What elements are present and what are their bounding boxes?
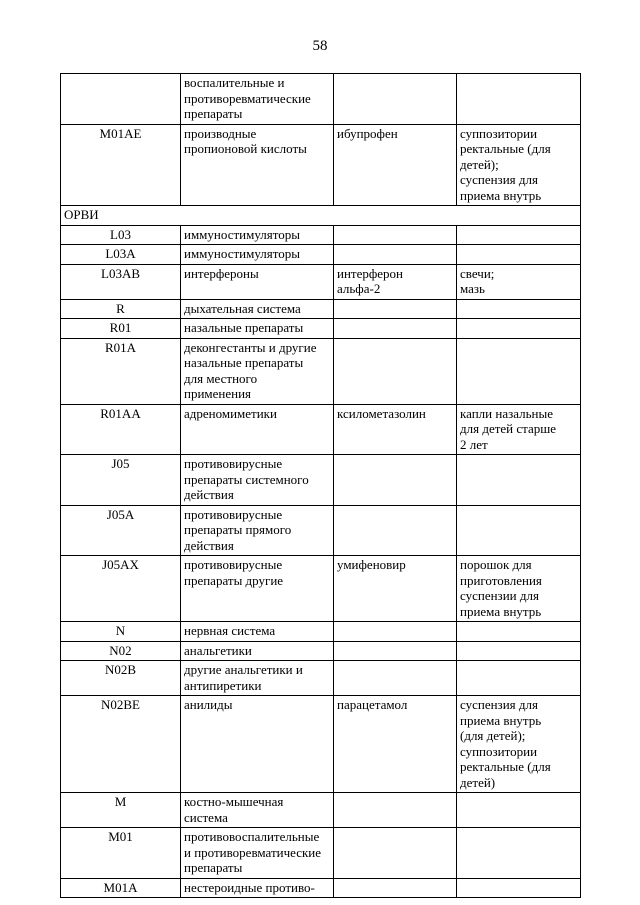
cell-line: суспензия для <box>460 172 538 187</box>
pharm-group-cell <box>181 641 334 661</box>
atc-code-cell: R01A <box>61 338 181 404</box>
pharm-group-cell <box>181 556 334 622</box>
cell-line: приема внутрь <box>460 603 542 619</box>
cell-line: адреномиметики <box>184 405 277 421</box>
atc-code-cell: M <box>61 793 181 828</box>
pharm-group-cell <box>181 124 334 206</box>
cell-line: назальные препараты <box>184 355 304 370</box>
cell-line: ксилометазолин <box>337 405 426 421</box>
table-row <box>61 505 581 556</box>
cell-line: ректальные (для <box>460 141 551 156</box>
table-row <box>61 455 581 506</box>
substance-cell <box>334 641 457 661</box>
cell-line: 2 лет <box>460 436 488 452</box>
pharm-group-cell <box>181 299 334 319</box>
cell-line: суспензия для <box>460 697 538 712</box>
cell-line: препараты системного <box>184 471 309 487</box>
cell-line: приема внутрь <box>460 712 542 728</box>
cell-line: интерфероны <box>184 265 259 281</box>
dosage-form-cell <box>457 641 581 661</box>
cell-line: суспензии для <box>460 588 539 603</box>
cell-line: противовирусные <box>184 557 283 572</box>
pharm-group-cell <box>181 455 334 506</box>
cell-line: умифеновир <box>337 557 406 572</box>
table-row <box>61 124 581 206</box>
substance-cell <box>334 696 457 793</box>
cell-line: препараты прямого <box>184 522 292 537</box>
dosage-form-cell <box>457 793 581 828</box>
table-body <box>61 74 581 898</box>
substance-cell <box>334 661 457 696</box>
dosage-form-cell <box>457 404 581 455</box>
section-row <box>61 206 581 226</box>
table-row <box>61 661 581 696</box>
dosage-form-cell <box>457 455 581 506</box>
substance-cell <box>334 319 457 339</box>
atc-code-cell: M01A <box>61 878 181 898</box>
substance-cell <box>334 828 457 879</box>
cell-line: парацетамол <box>337 697 408 712</box>
cell-line: система <box>184 809 228 825</box>
cell-line: анальгетики <box>184 642 252 658</box>
dosage-form-cell <box>457 299 581 319</box>
cell-line: применения <box>184 386 252 401</box>
atc-code-cell: J05AX <box>61 556 181 622</box>
cell-line: противоревматические <box>184 90 311 106</box>
pharm-group-cell <box>181 319 334 339</box>
table-row <box>61 319 581 339</box>
atc-code-cell: M01AE <box>61 124 181 206</box>
cell-line: ибупрофен <box>337 125 398 141</box>
cell-line: назальные препараты <box>184 320 304 335</box>
cell-line: ректальные (для <box>460 759 551 774</box>
cell-line: противовоспалительные <box>184 829 320 844</box>
table-row <box>61 225 581 245</box>
table-row <box>61 264 581 299</box>
cell-line: воспалительные и <box>184 75 285 90</box>
table-row <box>61 338 581 404</box>
pharm-group-cell <box>181 264 334 299</box>
cell-line: капли назальные <box>460 405 553 421</box>
atc-code-cell: L03 <box>61 225 181 245</box>
dosage-form-cell <box>457 661 581 696</box>
section-title: ОРВИ <box>61 206 581 226</box>
substance-cell <box>334 556 457 622</box>
dosage-form-cell <box>457 556 581 622</box>
cell-line: препараты другие <box>184 572 284 588</box>
dosage-form-cell <box>457 245 581 265</box>
pharm-group-cell <box>181 828 334 879</box>
drug-table <box>60 73 581 898</box>
cell-line: приема внутрь <box>460 187 542 203</box>
dosage-form-cell <box>457 338 581 404</box>
atc-code-cell: J05 <box>61 455 181 506</box>
atc-code-cell: N02 <box>61 641 181 661</box>
cell-line: суппозитории <box>460 743 538 759</box>
table-row <box>61 828 581 879</box>
atc-code-cell <box>61 74 181 125</box>
cell-line: препараты <box>184 860 243 875</box>
dosage-form-cell <box>457 505 581 556</box>
cell-line: анилиды <box>184 697 233 712</box>
cell-line: для местного <box>184 370 258 386</box>
cell-line: детей) <box>460 774 496 790</box>
dosage-form-cell <box>457 828 581 879</box>
cell-line: и противоревматические <box>184 844 322 860</box>
atc-code-cell: M01 <box>61 828 181 879</box>
cell-line: (для детей); <box>460 728 526 743</box>
cell-line: интерферон <box>337 265 404 281</box>
dosage-form-cell <box>457 74 581 125</box>
atc-code-cell: N02B <box>61 661 181 696</box>
cell-line: деконгестанты и другие <box>184 339 317 355</box>
dosage-form-cell <box>457 319 581 339</box>
substance-cell <box>334 793 457 828</box>
cell-line: действия <box>184 537 234 553</box>
dosage-form-cell <box>457 124 581 206</box>
cell-line: детей); <box>460 156 499 172</box>
pharm-group-cell <box>181 74 334 125</box>
cell-line: препараты <box>184 106 243 121</box>
cell-line: противовирусные <box>184 506 283 522</box>
substance-cell <box>334 505 457 556</box>
table-row <box>61 622 581 642</box>
dosage-form-cell <box>457 225 581 245</box>
table-row <box>61 404 581 455</box>
cell-line: приготовления <box>460 572 542 588</box>
dosage-form-cell <box>457 878 581 898</box>
cell-line: другие анальгетики и <box>184 662 303 677</box>
cell-line: иммуностимуляторы <box>184 246 300 261</box>
cell-line: нервная система <box>184 623 276 638</box>
atc-code-cell: N <box>61 622 181 642</box>
dosage-form-cell <box>457 264 581 299</box>
pharm-group-cell <box>181 404 334 455</box>
pharm-group-cell <box>181 622 334 642</box>
substance-cell <box>334 264 457 299</box>
pharm-group-cell <box>181 793 334 828</box>
substance-cell <box>334 299 457 319</box>
substance-cell <box>334 124 457 206</box>
cell-line: пропионовой кислоты <box>184 141 307 156</box>
atc-code-cell: R <box>61 299 181 319</box>
table-row <box>61 74 581 125</box>
cell-line: противовирусные <box>184 456 283 471</box>
substance-cell <box>334 74 457 125</box>
table-row <box>61 641 581 661</box>
pharm-group-cell <box>181 505 334 556</box>
atc-code-cell: R01AA <box>61 404 181 455</box>
dosage-form-cell <box>457 696 581 793</box>
table-row <box>61 793 581 828</box>
cell-line: для детей старше <box>460 421 557 436</box>
substance-cell <box>334 225 457 245</box>
cell-line: действия <box>184 487 234 502</box>
cell-line: свечи; <box>460 265 495 281</box>
substance-cell <box>334 878 457 898</box>
atc-code-cell: J05A <box>61 505 181 556</box>
cell-line: костно-мышечная <box>184 794 284 809</box>
page-number: 58 <box>312 38 328 54</box>
atc-code-cell: R01 <box>61 319 181 339</box>
table-row <box>61 299 581 319</box>
cell-line: мазь <box>460 281 485 296</box>
substance-cell <box>334 338 457 404</box>
pharm-group-cell <box>181 245 334 265</box>
cell-line: альфа-2 <box>337 281 381 296</box>
substance-cell <box>334 245 457 265</box>
cell-line: суппозитории <box>460 125 538 141</box>
cell-line: антипиретики <box>184 677 262 693</box>
pharm-group-cell <box>181 338 334 404</box>
pharm-group-cell <box>181 696 334 793</box>
substance-cell <box>334 622 457 642</box>
atc-code-cell: L03AB <box>61 264 181 299</box>
substance-cell <box>334 404 457 455</box>
table-row <box>61 245 581 265</box>
cell-line: иммуностимуляторы <box>184 226 300 242</box>
table-row <box>61 556 581 622</box>
pharm-group-cell <box>181 225 334 245</box>
cell-line: нестероидные противо- <box>184 879 315 895</box>
substance-cell <box>334 455 457 506</box>
atc-code-cell: L03A <box>61 245 181 265</box>
cell-line: порошок для <box>460 557 532 572</box>
table-row <box>61 696 581 793</box>
atc-code-cell: N02BE <box>61 696 181 793</box>
pharm-group-cell <box>181 661 334 696</box>
table-row <box>61 878 581 898</box>
pharm-group-cell <box>181 878 334 898</box>
dosage-form-cell <box>457 622 581 642</box>
cell-line: дыхательная система <box>184 300 301 316</box>
cell-line: производные <box>184 125 257 141</box>
